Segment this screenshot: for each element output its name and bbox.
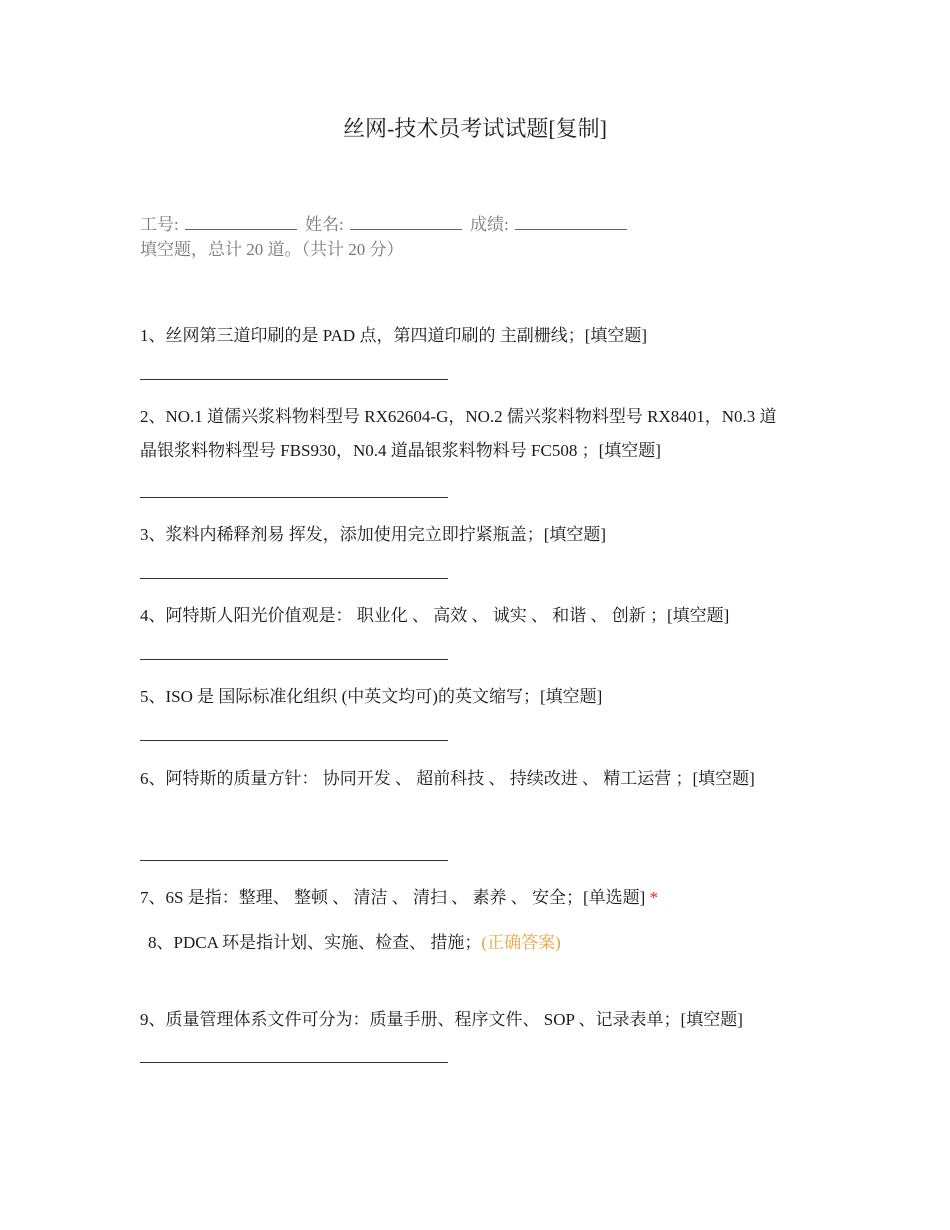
question-7	[140, 881, 820, 915]
employee-id-blank[interactable]	[185, 213, 297, 230]
question-1: 1、丝网第三道印刷的是 PAD 点，第四道印刷的 主副栅线；[填空题]	[140, 326, 648, 345]
question-8	[148, 926, 828, 960]
question-7-text: 7、6S 是指：整理、 整顿 、 清洁 、 清扫 、 素养 、 安全；[单选题]	[140, 888, 646, 907]
answer-line-4[interactable]	[140, 659, 448, 660]
answer-line-3[interactable]	[140, 578, 448, 579]
score-label: 成绩:	[469, 215, 509, 234]
answer-line-5[interactable]	[140, 740, 448, 741]
page-title: 丝网-技术员考试试题[复制]	[343, 116, 607, 141]
question-6: 6、阿特斯的质量方针： 协同开发 、 超前科技 、 持续改进 、 精工运营 ；[填空题]	[140, 769, 755, 788]
required-mark: *	[649, 888, 659, 907]
score-blank[interactable]	[515, 213, 627, 230]
exam-info-row	[140, 210, 631, 235]
question-4: 4、阿特斯人阳光价值观是： 职业化 、 高效 、 诚实 、 和谐 、 创新 ；[填空题]	[140, 606, 730, 625]
question-2: 2、NO.1 道儒兴浆料物料型号 RX62604-G，NO.2 儒兴浆料物料型号 RX8401，N0.3 道晶银浆料物料型号 FBS930，N0.4 道晶银浆料物料号 FC508 ；[填空题]	[140, 407, 777, 460]
question-5: 5、ISO 是 国际标准化组织 (中英文均可)的英文缩写；[填空题]	[140, 687, 603, 706]
name-label: 姓名:	[304, 215, 344, 234]
exam-summary: 填空题，总计 20 道。（共计 20 分）	[140, 240, 404, 259]
question-3: 3、浆料内稀释剂易 挥发，添加使用完立即拧紧瓶盖；[填空题]	[140, 525, 607, 544]
question-9: 9、质量管理体系文件可分为：质量手册、程序文件、 SOP 、记录表单；[填空题]	[140, 1010, 743, 1029]
answer-line-1[interactable]	[140, 379, 448, 380]
correct-answer-label: (正确答案)	[481, 933, 561, 952]
employee-id-label: 工号:	[140, 215, 179, 234]
name-blank[interactable]	[350, 213, 462, 230]
question-8-text: 8、PDCA 环是指计划、实施、检查、 措施；	[148, 933, 482, 952]
answer-line-9[interactable]	[140, 1062, 448, 1063]
answer-line-2[interactable]	[140, 497, 448, 498]
answer-line-6[interactable]	[140, 860, 448, 861]
